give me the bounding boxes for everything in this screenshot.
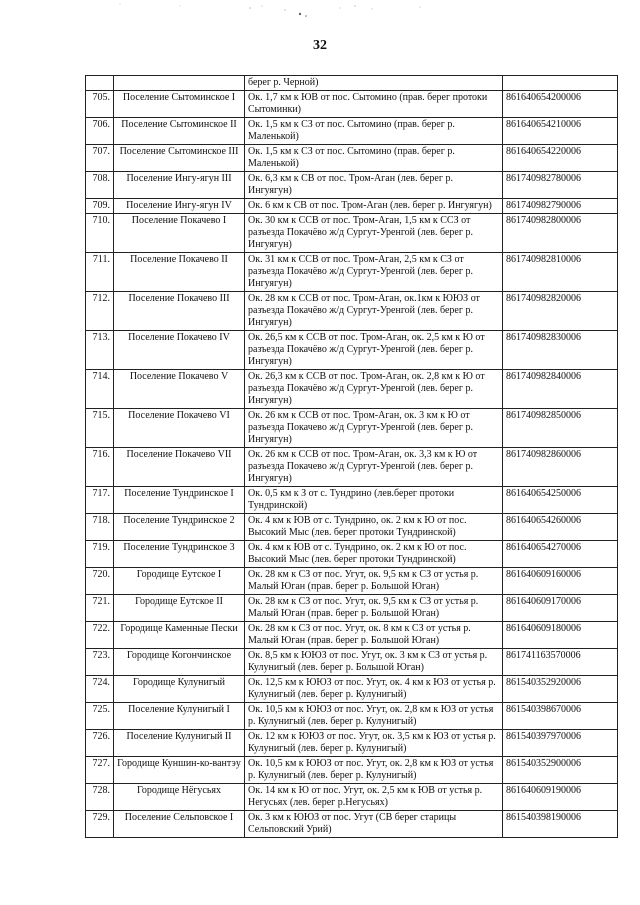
table-row xyxy=(86,145,618,172)
registry-code: 861741163570006 xyxy=(503,649,618,676)
registry-code: 861540397970006 xyxy=(503,730,618,757)
site-location: Ок. 28 км к СЗ от пос. Угут, ок. 9,5 км к СЗ от устья р. Малый Юган (прав. берег р. Большой Юган) xyxy=(245,568,503,595)
table-row xyxy=(86,514,618,541)
table-row xyxy=(86,541,618,568)
registry-code: 861740982820006 xyxy=(503,292,618,331)
row-number: 712. xyxy=(86,292,114,331)
table-row xyxy=(86,730,618,757)
monuments-table xyxy=(85,75,618,838)
registry-code: 861740982850006 xyxy=(503,409,618,448)
site-location: Ок. 26,3 км к ССВ от пос. Тром-Аган, ок. 2,8 км к Ю от разъезда Покачёво ж/д Сургут-Уренгой (лев. берег р. Ингуягун) xyxy=(245,370,503,409)
site-location: Ок. 28 км к ССВ от пос. Тром-Аган, ок.1км к ЮЮЗ от разъезда Покачёво ж/д Сургут-Уренгой (лев. берег р. Ингуягун) xyxy=(245,292,503,331)
site-name: Поселение Сытоминское I xyxy=(114,91,245,118)
site-location: Ок. 10,5 км к ЮЮЗ от пос. Угут, ок. 2,8 км к ЮЗ от устья р. Кулунигый (лев. берег р. Кулунигый) xyxy=(245,757,503,784)
site-location: Ок. 28 км к СЗ от пос. Угут, ок. 9,5 км к СЗ от устья р. Малый Юган (прав. берег р. Большой Юган) xyxy=(245,595,503,622)
registry-code: 861540352920006 xyxy=(503,676,618,703)
table-row xyxy=(86,649,618,676)
site-location: Ок. 26 км к ССВ от пос. Тром-Аган, ок. 3 км к Ю от разъезда Покачево ж/д Сургут-Уренгой (лев. берег р. Ингуягун) xyxy=(245,409,503,448)
registry-code: 861740982800006 xyxy=(503,214,618,253)
site-location: Ок. 1,7 км к ЮВ от пос. Сытомино (прав. берег протоки Сытоминки) xyxy=(245,91,503,118)
row-number: 714. xyxy=(86,370,114,409)
site-name: Городище Когончинское xyxy=(114,649,245,676)
site-location: Ок. 4 км к ЮВ от с. Тундрино, ок. 2 км к Ю от пос. Высокий Мыс (лев. берег протоки Тундринской) xyxy=(245,541,503,568)
registry-code: 861640654270006 xyxy=(503,541,618,568)
site-name: Поселение Кулунигый II xyxy=(114,730,245,757)
site-location: Ок. 4 км к ЮВ от с. Тундрино, ок. 2 км к Ю от пос. Высокий Мыс (лев. берег протоки Тундринской) xyxy=(245,514,503,541)
site-name xyxy=(114,76,245,91)
site-location: Ок. 26 км к ССВ от пос. Тром-Аган, ок. 3,3 км к Ю от разъезда Покачево ж/д Сургут-Уренгой (лев. берег р. Ингуягун) xyxy=(245,448,503,487)
row-number: 711. xyxy=(86,253,114,292)
table-row xyxy=(86,811,618,838)
site-location: Ок. 6 км к СВ от пос. Тром-Аган (лев. берег р. Ингуягун) xyxy=(245,199,503,214)
site-location: Ок. 12 км к ЮЮЗ от пос. Угут, ок. 3,5 км к ЮЗ от устья р. Кулунигый (лев. берег р. Кулунигый) xyxy=(245,730,503,757)
table-body xyxy=(86,76,618,838)
site-name: Поселение Покачево III xyxy=(114,292,245,331)
table-row xyxy=(86,703,618,730)
table-row xyxy=(86,253,618,292)
site-location: Ок. 10,5 км к ЮЮЗ от пос. Угут, ок. 2,8 км к ЮЗ от устья р. Кулунигый (лев. берег р. Кулунигый) xyxy=(245,703,503,730)
row-number: 717. xyxy=(86,487,114,514)
site-location: Ок. 6,3 км к СВ от пос. Тром-Аган (лев. берег р. Ингуягун) xyxy=(245,172,503,199)
table-row-continuation xyxy=(86,76,618,91)
site-name: Городище Нёгусьях xyxy=(114,784,245,811)
registry-code: 861640654210006 xyxy=(503,118,618,145)
site-name: Городище Кулунигый xyxy=(114,676,245,703)
table-row xyxy=(86,214,618,253)
row-number: 713. xyxy=(86,331,114,370)
row-number: 724. xyxy=(86,676,114,703)
registry-code: 861540398670006 xyxy=(503,703,618,730)
row-number: 720. xyxy=(86,568,114,595)
row-number: 707. xyxy=(86,145,114,172)
site-location: Ок. 28 км к СЗ от пос. Угут, ок. 8 км к СЗ от устья р. Малый Юган (прав. берег р. Большой Юган) xyxy=(245,622,503,649)
row-number: 706. xyxy=(86,118,114,145)
site-name: Поселение Покачево II xyxy=(114,253,245,292)
registry-code: 861740982790006 xyxy=(503,199,618,214)
row-number: 723. xyxy=(86,649,114,676)
site-location: Ок. 12,5 км к ЮЮЗ от пос. Угут, ок. 4 км к ЮЗ от устья р. Кулунигый (лев. берег р. Кулунигый) xyxy=(245,676,503,703)
row-number: 715. xyxy=(86,409,114,448)
table-row xyxy=(86,487,618,514)
registry-code: 861640609160006 xyxy=(503,568,618,595)
table-row xyxy=(86,676,618,703)
site-location: Ок. 3 км к ЮЮЗ от пос. Угут (СВ берег старицы Сельповский Урий) xyxy=(245,811,503,838)
row-number: 709. xyxy=(86,199,114,214)
site-name: Поселение Ингу-ягун IV xyxy=(114,199,245,214)
row-number xyxy=(86,76,114,91)
table-row xyxy=(86,292,618,331)
registry-code: 861640609180006 xyxy=(503,622,618,649)
site-name: Поселение Тундринское I xyxy=(114,487,245,514)
site-name: Поселение Кулунигый I xyxy=(114,703,245,730)
table-row xyxy=(86,91,618,118)
site-location: Ок. 1,5 км к СЗ от пос. Сытомино (прав. берег р. Маленькой) xyxy=(245,145,503,172)
row-number: 729. xyxy=(86,811,114,838)
table-row xyxy=(86,331,618,370)
site-location: берег р. Черной) xyxy=(245,76,503,91)
row-number: 727. xyxy=(86,757,114,784)
site-name: Городище Куншин-ко-вантэу xyxy=(114,757,245,784)
site-location: Ок. 0,5 км к З от с. Тундрино (лев.берег протоки Тундринской) xyxy=(245,487,503,514)
site-name: Поселение Сытоминское II xyxy=(114,118,245,145)
site-name: Городище Еутское I xyxy=(114,568,245,595)
site-location: Ок. 30 км к ССВ от пос. Тром-Аган, 1,5 км к ССЗ от разъезда Покачёво ж/д Сургут-Уренгой (лев. берег р. Ингуягун) xyxy=(245,214,503,253)
site-name: Поселение Покачево V xyxy=(114,370,245,409)
table-row xyxy=(86,448,618,487)
registry-code: 861740982810006 xyxy=(503,253,618,292)
row-number: 718. xyxy=(86,514,114,541)
registry-code: 861740982860006 xyxy=(503,448,618,487)
row-number: 728. xyxy=(86,784,114,811)
table-row xyxy=(86,172,618,199)
site-name: Городище Каменные Пески xyxy=(114,622,245,649)
registry-code: 861540352900006 xyxy=(503,757,618,784)
site-location: Ок. 26,5 км к ССВ от пос. Тром-Аган, ок. 2,5 км к Ю от разъезда Покачёво ж/д Сургут-Уренгой (лев. берег р. Ингуягун) xyxy=(245,331,503,370)
site-name: Поселение Покачево VI xyxy=(114,409,245,448)
table-row xyxy=(86,199,618,214)
site-name: Поселение Покачево VII xyxy=(114,448,245,487)
row-number: 725. xyxy=(86,703,114,730)
table-row xyxy=(86,370,618,409)
site-location: Ок. 8,5 км к ЮЮЗ от пос. Угут, ок. 3 км к СЗ от устья р. Кулунигый (лев. берег р. Большой Юган) xyxy=(245,649,503,676)
row-number: 710. xyxy=(86,214,114,253)
scan-artifacts xyxy=(0,0,640,30)
table-row xyxy=(86,622,618,649)
registry-code: 861740982840006 xyxy=(503,370,618,409)
table-row xyxy=(86,118,618,145)
site-location: Ок. 1,5 км к СЗ от пос. Сытомино (прав. берег р. Маленькой) xyxy=(245,118,503,145)
table-row xyxy=(86,568,618,595)
registry-code: 861740982780006 xyxy=(503,172,618,199)
site-name: Поселение Покачево IV xyxy=(114,331,245,370)
table-row xyxy=(86,784,618,811)
row-number: 726. xyxy=(86,730,114,757)
row-number: 719. xyxy=(86,541,114,568)
site-name: Поселение Тундринское 2 xyxy=(114,514,245,541)
site-location: Ок. 14 км к Ю от пос. Угут, ок. 2,5 км к ЮВ от устья р. Негусьях (лев. берег р.Негусьях) xyxy=(245,784,503,811)
registry-code: 861640609170006 xyxy=(503,595,618,622)
row-number: 716. xyxy=(86,448,114,487)
registry-code: 861540398190006 xyxy=(503,811,618,838)
registry-code: 861640654250006 xyxy=(503,487,618,514)
row-number: 708. xyxy=(86,172,114,199)
table-row xyxy=(86,595,618,622)
registry-code: 861640654220006 xyxy=(503,145,618,172)
row-number: 721. xyxy=(86,595,114,622)
site-name: Поселение Покачево I xyxy=(114,214,245,253)
registry-code: 861640654260006 xyxy=(503,514,618,541)
site-name: Городище Еутское II xyxy=(114,595,245,622)
registry-code xyxy=(503,76,618,91)
site-location: Ок. 31 км к ССВ от пос. Тром-Аган, 2,5 км к СЗ от разъезда Покачёво ж/д Сургут-Уренгой (лев. берег р. Ингуягун) xyxy=(245,253,503,292)
row-number: 722. xyxy=(86,622,114,649)
table-row xyxy=(86,409,618,448)
registry-code: 861640609190006 xyxy=(503,784,618,811)
registry-code: 861740982830006 xyxy=(503,331,618,370)
page-number: 32 xyxy=(313,38,327,53)
site-name: Поселение Ингу-ягун III xyxy=(114,172,245,199)
row-number: 705. xyxy=(86,91,114,118)
site-name: Поселение Сельповское I xyxy=(114,811,245,838)
site-name: Поселение Сытоминское III xyxy=(114,145,245,172)
registry-code: 861640654200006 xyxy=(503,91,618,118)
site-name: Поселение Тундринское 3 xyxy=(114,541,245,568)
table-row xyxy=(86,757,618,784)
